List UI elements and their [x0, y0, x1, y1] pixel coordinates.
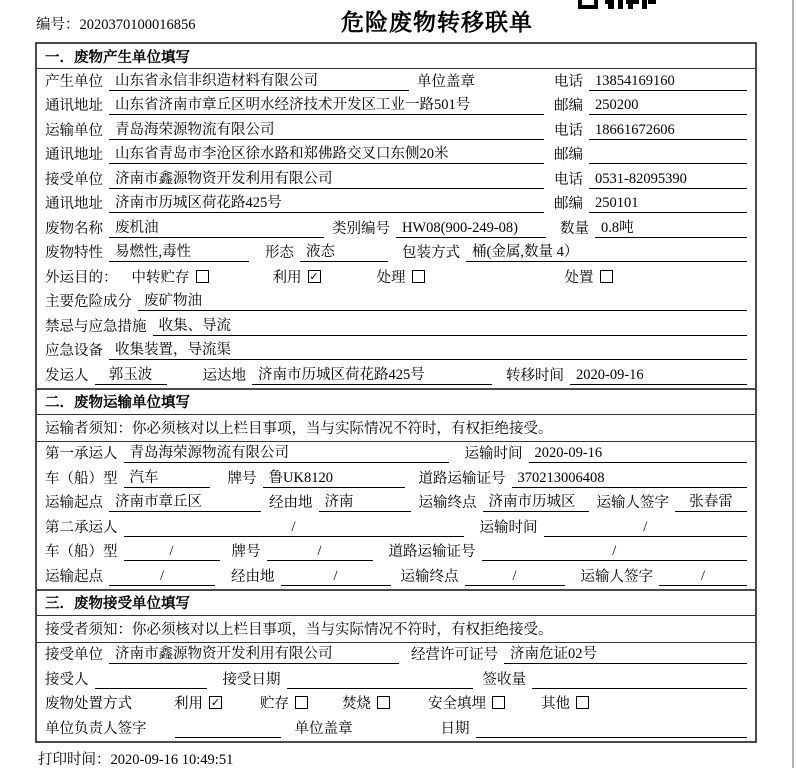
print-time-label: 打印时间： [38, 752, 111, 768]
receiver-unit-label: 接受单位 [45, 171, 103, 188]
transfer-time-value: 2020-09-16 [570, 367, 747, 385]
disposal-incinerate [342, 692, 390, 713]
second-vehicle-type-value: / [124, 543, 220, 561]
print-time-value: 2020-09-16 10:49:51 [110, 752, 234, 768]
transport-time-label: 运输时间 [479, 519, 538, 536]
hazard-component-value: 废矿物油 [138, 289, 747, 311]
producer-phone-value: 13854169160 [589, 73, 747, 91]
date-label: 日期 [440, 720, 470, 737]
waste-name-label: 废物名称 [45, 220, 103, 237]
first-carrier-sign-value: 张春雷 [675, 490, 747, 512]
first-carrier-label: 第一承运人 [45, 446, 118, 462]
first-vehicle-row [37, 466, 755, 491]
section-transporter-title: 二．废物运输单位填写 [37, 390, 755, 415]
zip-label: 邮编 [554, 98, 583, 114]
second-route-row [37, 564, 755, 589]
purpose-option-treat [377, 266, 425, 287]
transporter-row [37, 118, 755, 143]
license-value: 济南危证02号 [504, 642, 747, 664]
emergency-equipment-label: 应急设备 [45, 343, 103, 359]
address-label: 通讯地址 [45, 147, 103, 163]
serial-number-line [36, 13, 196, 34]
disposal-incinerate-label: 焚烧 [342, 696, 371, 712]
acceptor-label: 接受人 [45, 671, 89, 688]
taboo-measures-value: 收集、导流 [153, 314, 748, 336]
disposal-landfill-label: 安全填埋 [428, 696, 486, 712]
physical-state-label: 形态 [265, 245, 294, 261]
responsible-sign-row [37, 716, 755, 741]
destination-label: 运达地 [202, 367, 246, 384]
purpose-treat-checkbox [412, 270, 425, 283]
purpose-treat-label: 处理 [376, 269, 406, 286]
transporter-zip-value [589, 163, 747, 164]
zip-label: 邮编 [554, 196, 583, 212]
hazard-component-row [37, 290, 755, 315]
waste-trait-value: 易燃性,毒性 [109, 240, 249, 262]
category-code-value: HW08(900-249-08) [396, 220, 546, 238]
producer-address-value: 山东省济南市章丘区明水经济技术开发区工业一路501号 [109, 93, 544, 115]
acceptor-row [37, 667, 755, 692]
receiver-unit-value: 济南市鑫源物资开发利用有限公司 [109, 167, 544, 189]
disposal-storage-checkbox [295, 696, 308, 709]
second-origin-value: / [109, 568, 215, 586]
disposal-utilize-label: 利用 [174, 696, 203, 712]
zip-label: 邮编 [554, 147, 583, 163]
serial-label: 编号： [36, 17, 80, 33]
taboo-measures-label: 禁忌与应急措施 [45, 318, 147, 335]
disposal-method-label: 废物处置方式 [45, 696, 132, 712]
second-road-permit-value: / [482, 543, 748, 561]
via-label: 经由地 [269, 495, 313, 511]
physical-state-value: 液态 [300, 240, 388, 262]
disposal-other-label: 其他 [541, 696, 570, 712]
purpose-storage-checkbox [196, 270, 209, 283]
quantity-label: 数量 [560, 220, 589, 237]
via-label: 经由地 [231, 568, 275, 585]
producer-row [37, 69, 755, 94]
waste-trait-label: 废物特性 [45, 245, 103, 261]
carrier-sign-label: 运输人签字 [580, 568, 653, 585]
receiver-row [37, 167, 755, 192]
terminal-label: 运输终点 [418, 495, 477, 511]
address-label: 通讯地址 [45, 196, 103, 212]
date-value [476, 737, 748, 738]
destination-value: 济南市历城区荷花路425号 [252, 363, 492, 385]
disposal-landfill-checkbox [492, 696, 505, 709]
category-code-label: 类别编号 [332, 220, 390, 237]
origin-label: 运输起点 [45, 495, 103, 511]
hazard-component-label: 主要危险成分 [45, 294, 132, 310]
shipper-value: 郭玉波 [95, 363, 167, 385]
document-header [0, 0, 796, 42]
serial-number: 2020370100016856 [79, 17, 196, 33]
disposal-option-utilize [174, 692, 222, 713]
qr-code-fragment [578, 0, 656, 9]
disposal-utilize-checkbox: ✓ [210, 696, 221, 709]
producer-unit-value: 山东省永信非织造材料有限公司 [109, 69, 409, 91]
second-plate-value: / [267, 543, 373, 561]
producer-unit-label: 产生单位 [45, 73, 103, 90]
receiver-zip-value: 250101 [589, 195, 747, 213]
receiver-address-value: 济南市历城区荷花路425号 [109, 191, 544, 213]
transporter-unit-value: 青岛海荣源物流有限公司 [109, 118, 544, 140]
transporter-notice: 运输者须知：你必须核对以上栏目事项，当与实际情况不符时，有权拒绝接受。 [37, 415, 755, 442]
receiver-phone-value: 0531-82095390 [589, 171, 747, 189]
purpose-option-utilize [273, 266, 321, 287]
responsible-sign-value [175, 737, 281, 738]
transfer-purpose-row [37, 265, 755, 290]
section-receiver-title: 三．废物接受单位填写 [37, 591, 755, 616]
address-label: 通讯地址 [45, 98, 103, 114]
transporter-address-value: 山东省青岛市李沧区徐水路和郑佛路交叉口东侧20米 [109, 142, 544, 164]
waste-trait-row [37, 241, 755, 266]
waste-name-row [37, 216, 755, 241]
road-permit-label: 道路运输证号 [388, 544, 476, 560]
responsible-sign-label: 单位负责人签字 [45, 720, 147, 737]
first-via-value: 济南 [319, 490, 411, 512]
packing-label: 包装方式 [402, 245, 460, 261]
plate-label: 牌号 [227, 470, 257, 487]
purpose-utilize-label: 利用 [272, 269, 302, 286]
purpose-dispose-checkbox [600, 270, 613, 283]
disposal-other [541, 692, 589, 713]
shipper-label: 发运人 [45, 367, 89, 384]
first-plate-value: 鲁UK8120 [263, 466, 405, 488]
second-via-value: / [281, 568, 391, 586]
phone-label: 电话 [554, 171, 583, 188]
disposal-other-checkbox [576, 696, 589, 709]
road-permit-label: 道路运输证号 [418, 470, 506, 487]
section-producer-title: 一．废物产生单位填写 [37, 44, 755, 69]
first-route-row [37, 491, 755, 516]
vehicle-type-label: 车（船）型 [45, 544, 118, 560]
second-vehicle-row [37, 540, 755, 565]
disposal-storage-label: 贮存 [260, 696, 289, 712]
first-road-permit-value: 370213006408 [512, 470, 748, 488]
phone-label: 电话 [554, 73, 583, 90]
first-carrier-row [37, 442, 755, 467]
purpose-utilize-checkbox: ✓ [309, 269, 319, 283]
acceptor-value [95, 688, 207, 689]
waste-name-value: 废机油 [109, 216, 324, 238]
second-carrier-label: 第二承运人 [45, 519, 118, 536]
accept-date-label: 接受日期 [222, 671, 281, 688]
vehicle-type-label: 车（船）型 [45, 470, 118, 487]
terminal-label: 运输终点 [400, 568, 459, 585]
purpose-dispose-label: 处置 [564, 269, 594, 286]
disposal-landfill [428, 692, 505, 713]
plate-label: 牌号 [231, 544, 261, 560]
producer-address-row [37, 94, 755, 119]
accept-unit-label: 接受单位 [45, 647, 103, 663]
first-transport-time-value: 2020-09-16 [529, 445, 748, 463]
second-terminal-value: / [465, 568, 565, 586]
section-transporter [37, 388, 755, 589]
license-label: 经营许可证号 [411, 647, 498, 663]
shipper-row [37, 363, 755, 388]
transfer-purpose-label: 外运目的： [45, 269, 118, 286]
producer-zip-value: 250200 [589, 97, 747, 115]
receiver-address-row [37, 192, 755, 217]
purpose-option-storage [132, 266, 209, 287]
unit-seal-label: 单位盖章 [294, 720, 353, 737]
second-transport-time-value: / [544, 519, 748, 537]
emergency-equipment-row [37, 339, 755, 364]
first-origin-value: 济南市章丘区 [109, 490, 261, 512]
first-vehicle-type-value: 汽车 [124, 466, 210, 488]
phone-label: 电话 [554, 122, 583, 139]
page-title: 危险废物转移联单 [341, 9, 533, 35]
transporter-address-row [37, 143, 755, 168]
second-carrier-value: / [124, 519, 464, 537]
accept-date-value [287, 688, 473, 689]
origin-label: 运输起点 [45, 568, 103, 585]
section-receiver [37, 589, 755, 741]
disposal-incinerate-checkbox [377, 696, 390, 709]
first-terminal-value: 济南市历城区 [483, 490, 589, 512]
transfer-time-label: 转移时间 [506, 367, 564, 384]
purpose-storage-label: 中转贮存 [131, 269, 190, 286]
sign-qty-value [532, 688, 747, 689]
print-time-line [38, 748, 233, 769]
taboo-measures-row [37, 314, 755, 339]
first-carrier-value: 青岛海荣源物流有限公司 [124, 441, 449, 463]
disposal-option-storage [260, 692, 308, 713]
second-carrier-sign-value: / [659, 568, 747, 586]
accept-unit-value: 济南市鑫源物资开发利用有限公司 [109, 642, 399, 664]
emergency-equipment-value: 收集装置，导流渠 [109, 338, 747, 360]
accept-unit-row [37, 643, 755, 668]
window-edge-divider [792, 0, 794, 768]
manifest-form [35, 42, 757, 743]
receiver-notice: 接受者须知：你必须核对以上栏目事项，当与实际情况不符时，有权拒绝接受。 [37, 616, 755, 643]
sign-qty-label: 签收量 [482, 671, 526, 688]
quantity-value: 0.8吨 [595, 216, 747, 238]
unit-seal-label: 单位盖章 [417, 73, 475, 90]
second-carrier-row [37, 515, 755, 540]
purpose-option-dispose [565, 266, 613, 287]
transporter-unit-label: 运输单位 [45, 122, 103, 139]
packing-value: 桶(金属,数量 4） [466, 240, 747, 262]
transport-time-label: 运输时间 [464, 446, 523, 462]
transporter-phone-value: 18661672606 [589, 122, 747, 140]
carrier-sign-label: 运输人签字 [596, 495, 669, 511]
disposal-method-row [37, 692, 755, 717]
section-producer [37, 44, 755, 388]
